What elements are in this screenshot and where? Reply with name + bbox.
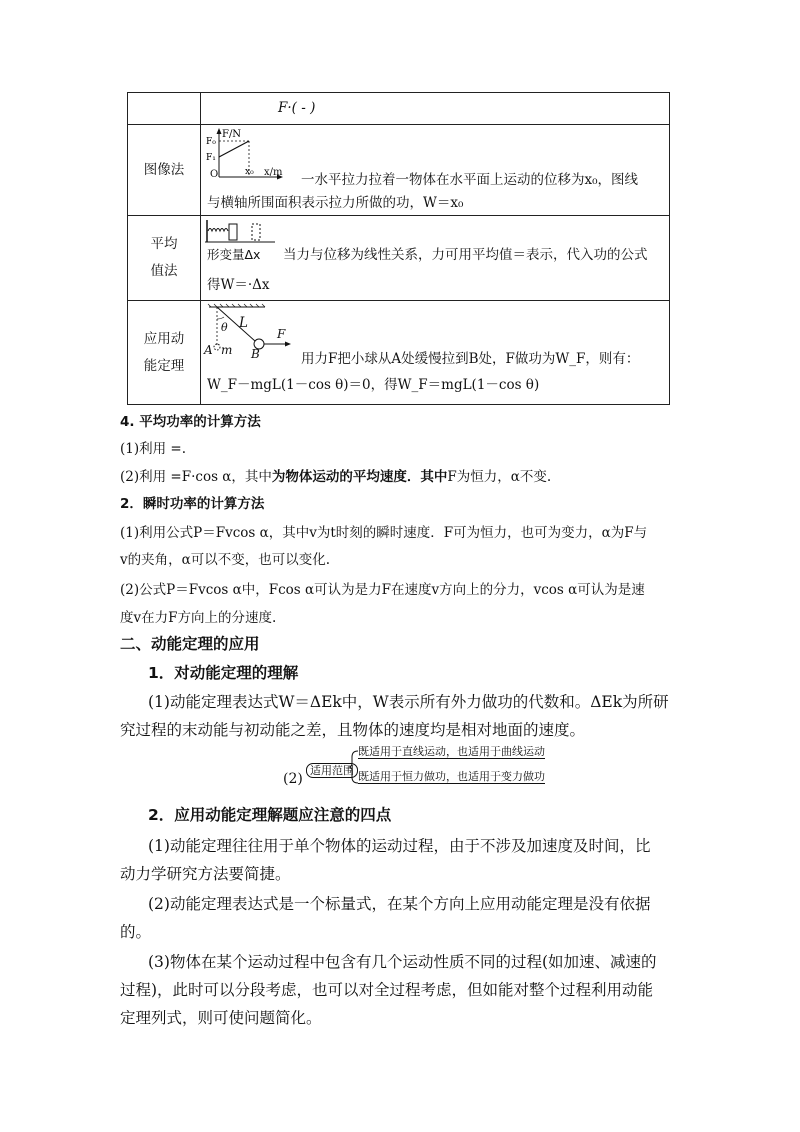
- force-label: F: [277, 327, 286, 341]
- point-a-label: A: [204, 343, 213, 357]
- paragraph-line: (1)动能定理往往用于单个物体的运动过程，由于不涉及加速度及时间，比: [148, 837, 651, 855]
- y-axis-label: F/N: [222, 129, 242, 140]
- kinetic-desc-line1: 用力F把小球从A处缓慢拉到B处，F做功为W_F，则有：: [301, 351, 640, 367]
- row-label: [128, 216, 201, 301]
- row-content: [201, 93, 670, 125]
- mass-label: m: [221, 343, 233, 357]
- paragraph-line: 定理列式，则可使问题简化。: [120, 1009, 322, 1027]
- origin-label: O: [210, 169, 219, 180]
- item-number: (2): [283, 771, 303, 787]
- text-span-bold: 为物体运动的平均速度．其中: [271, 469, 448, 485]
- row-label: [128, 93, 201, 125]
- branch-text: 既适用于恒力做功，也适用于变力做功: [358, 770, 545, 783]
- row-content: [201, 216, 670, 301]
- kinetic-desc-line2: W_F－mgL(1－cos θ)＝0，得W_F＝mgL(1－cos θ): [207, 377, 540, 393]
- angle-label: θ: [221, 321, 228, 334]
- row-content: [201, 301, 670, 405]
- subsection-title: 2．应用动能定理解题应注意的四点: [148, 806, 392, 824]
- subsection-title: 1．对动能定理的理解: [148, 664, 299, 682]
- table-row: [128, 93, 670, 125]
- paragraph-line: (1)动能定理表达式W＝ΔEk中，W表示所有外力做功的代数和。ΔEk为所研: [148, 693, 669, 711]
- label-text: 图像法: [143, 161, 185, 178]
- text-span: F为恒力，α不变.: [447, 469, 552, 485]
- paragraph-line: (1)利用公式P＝Fvcos α，其中v为t时刻的瞬时速度．F可为恒力，也可为变力，α为F与: [120, 525, 648, 541]
- paragraph-line: 度v在力F方向上的分速度.: [120, 610, 277, 626]
- paragraph-line: (2)动能定理表达式是一个标量式，在某个方向上应用动能定理是没有依据: [148, 895, 651, 913]
- y-tick-low: F₁: [206, 153, 216, 163]
- point-b-label: B: [251, 347, 260, 361]
- length-label: L: [239, 315, 248, 331]
- label-text: 平均: [150, 236, 178, 252]
- x-axis-label: x/m: [264, 167, 283, 178]
- row-content: [201, 125, 670, 216]
- branch-text: 既适用于直线运动，也适用于曲线运动: [358, 745, 545, 758]
- paragraph-line: v的夹角，α可以不变，也可以变化.: [120, 552, 331, 568]
- deformation-caption: 形变量Δx: [207, 247, 261, 262]
- graph-desc-line2: 与横轴所围面积表示拉力所做的功，W＝x₀: [207, 195, 464, 211]
- methods-table: [127, 92, 670, 405]
- label-text: 应用动: [143, 330, 185, 347]
- section-title: 4. 平均功率的计算方法: [120, 414, 261, 430]
- paragraph-line: 的。: [120, 923, 152, 941]
- average-desc-line2: 得W＝·Δx: [207, 277, 270, 293]
- text-span: (2)利用 =F·cos α，其中: [120, 469, 272, 485]
- table-row: [128, 125, 670, 216]
- paragraph-line: 过程)，此时可以分段考虑，也可以对全过程考虑，但如能对整个过程利用动能: [120, 981, 654, 999]
- row-label: [128, 301, 201, 405]
- table-row: [128, 216, 670, 301]
- chapter-heading: 二、动能定理的应用: [120, 635, 260, 653]
- x-tick-label: x₀: [245, 167, 254, 177]
- paragraph-line: (2)公式P＝Fvcos α中，Fcos α可认为是力F在速度v方向上的分力，vcos α可认为是速: [120, 582, 645, 598]
- graph-desc-line1: 一水平拉力拉着一物体在水平面上运动的位移为x₀，图线: [301, 172, 639, 188]
- average-desc-line1: 当力与位移为线性关系，力可用平均值＝表示，代入功的公式: [283, 247, 648, 263]
- section-title: 2．瞬时功率的计算方法: [120, 496, 265, 512]
- spring-figure: [205, 218, 277, 244]
- paragraph-line: 究过程的末动能与初动能之差，且物体的速度均是相对地面的速度。: [120, 721, 586, 739]
- scope-box: 适用范围: [306, 763, 358, 778]
- label-text: 能定理: [143, 357, 185, 374]
- label-text: 值法: [150, 263, 178, 279]
- paragraph-line: (3)物体在某个运动过程中包含有几个运动性质不同的过程(如加速、减速的: [148, 953, 657, 971]
- formula-text: F·( - ): [278, 100, 316, 116]
- row-label: [128, 125, 201, 216]
- paragraph: [120, 465, 551, 485]
- y-tick-top: F₀: [206, 137, 216, 147]
- table-row: [128, 301, 670, 405]
- paragraph-line: 动力学研究方法要简捷。: [120, 865, 291, 883]
- paragraph: (1)利用 =.: [120, 441, 187, 457]
